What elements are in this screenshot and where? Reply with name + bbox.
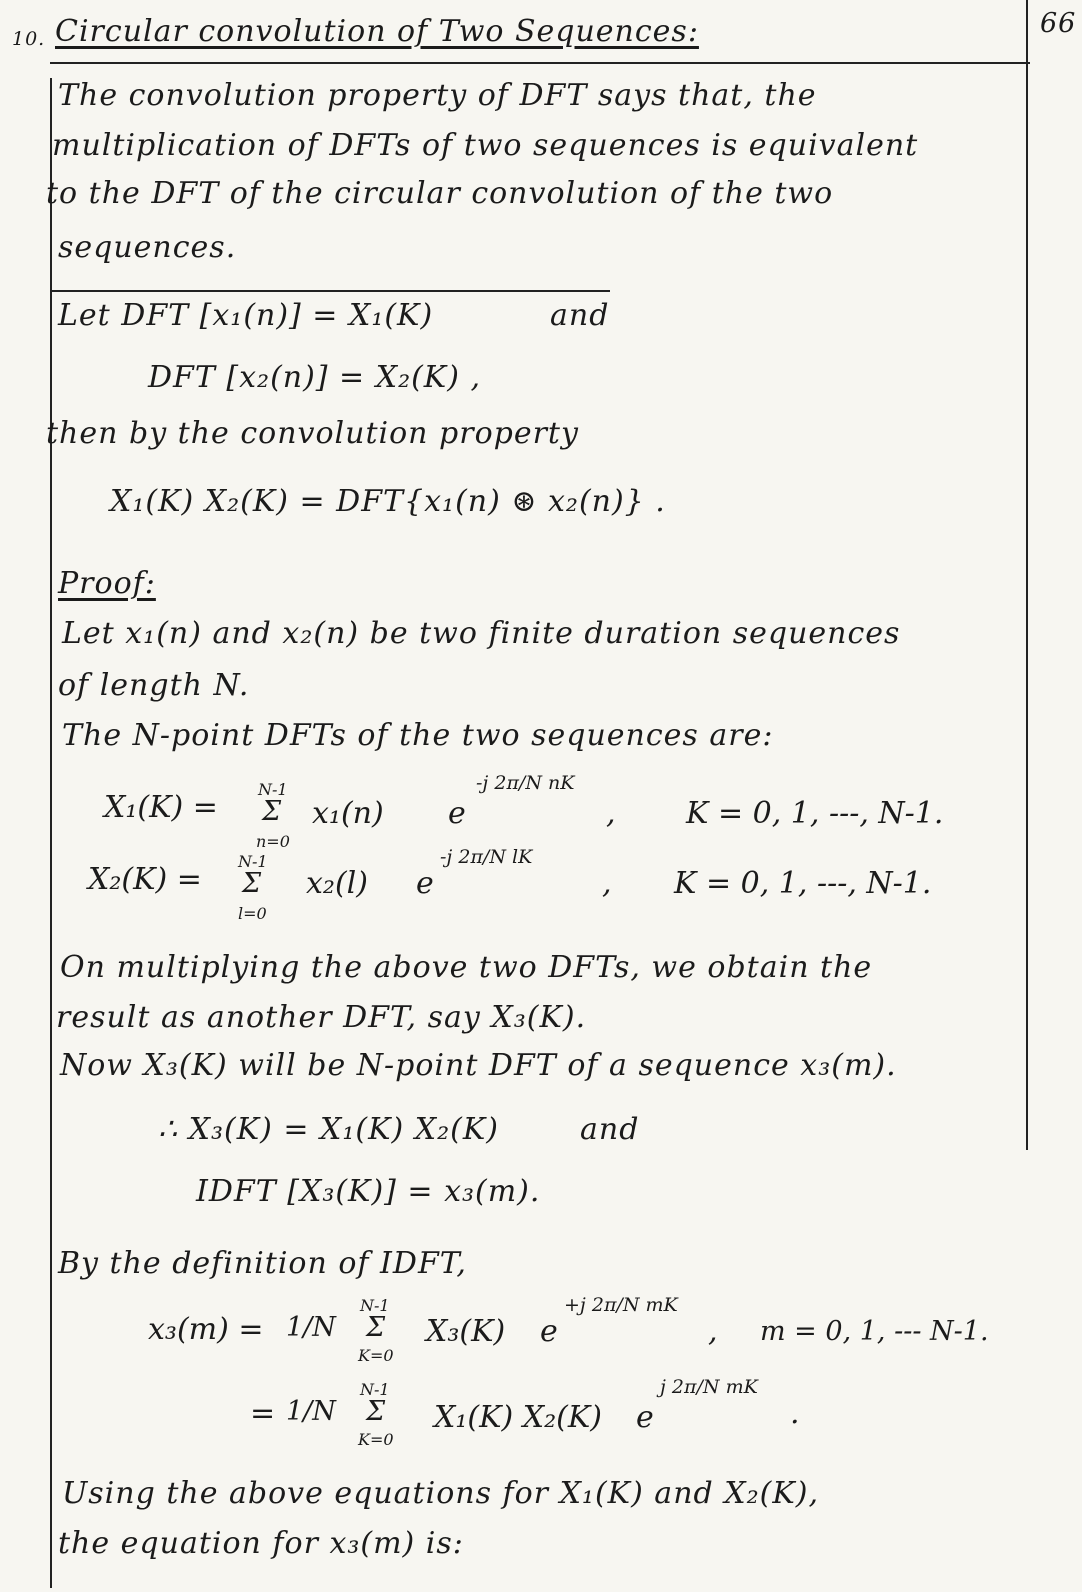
let-line-1: Let DFT [x₁(n)] = X₁(K) <box>58 298 434 333</box>
intro-line-3: to the DFT of the circular convolution of the two <box>46 176 834 211</box>
eq2-exponent: -j 2π/N lK <box>440 846 533 868</box>
intro-line-4: sequences. <box>58 230 237 265</box>
eq2-range: K = 0, 1, ---, N-1. <box>674 866 932 901</box>
eq4-lhs: = <box>250 1396 276 1431</box>
eq1-upper-limit: N-1 <box>258 780 288 799</box>
proof-line-11: the equation for x₃(m) is: <box>58 1526 464 1561</box>
eq1-lhs: X₁(K) = <box>104 790 218 825</box>
proof-line-3: The N-point DFTs of the two sequences are: <box>62 718 774 753</box>
eq1-e: e <box>448 796 466 831</box>
eq3-comma: , <box>708 1314 718 1349</box>
title-underline-rule <box>50 62 1030 64</box>
eq1-lower-limit: n=0 <box>256 832 290 851</box>
eq2-term: x₂(l) <box>306 866 368 901</box>
right-margin-rule <box>1026 0 1028 1150</box>
eq4-upper-limit: N-1 <box>360 1380 390 1399</box>
eq3-range: m = 0, 1, --- N-1. <box>760 1316 989 1347</box>
let-line-2: DFT [x₂(n)] = X₂(K) , <box>148 360 481 395</box>
eq4-e: e <box>636 1400 654 1435</box>
proof-line-1: Let x₁(n) and x₂(n) be two finite duration sequences <box>62 616 901 651</box>
section-number: 10. <box>12 28 46 50</box>
section-divider-rule <box>50 290 610 292</box>
intro-line-1: The convolution property of DFT says that, the <box>58 78 817 113</box>
page-title: Circular convolution of Two Sequences: <box>55 14 699 49</box>
eq3-upper-limit: N-1 <box>360 1296 390 1315</box>
proof-line-2: of length N. <box>58 668 250 703</box>
eq4-exponent: j 2π/N mK <box>660 1376 758 1398</box>
eq4-end: . <box>790 1396 800 1431</box>
page-number: 66 <box>1040 8 1077 39</box>
proof-line-10: Using the above equations for X₁(K) and X₂(K), <box>62 1476 819 1511</box>
eq1-term: x₁(n) <box>312 796 384 831</box>
intro-line-2: multiplication of DFTs of two sequences is equivalent <box>52 128 919 163</box>
proof-line-7: ∴ X₃(K) = X₁(K) X₂(K) <box>158 1112 499 1147</box>
eq3-lower-limit: K=0 <box>358 1346 394 1365</box>
proof-line-6: Now X₃(K) will be N-point DFT of a sequence x₃(m). <box>60 1048 897 1083</box>
eq4-term: X₁(K) X₂(K) <box>434 1400 602 1435</box>
proof-line-8: IDFT [X₃(K)] = x₃(m). <box>196 1174 541 1209</box>
eq3-fraction: 1/N <box>286 1312 336 1343</box>
eq2-sigma: Σ <box>242 868 262 899</box>
eq1-exponent: -j 2π/N nK <box>476 772 575 794</box>
eq4-lower-limit: K=0 <box>358 1430 394 1449</box>
eq3-term: X₃(K) <box>426 1314 506 1349</box>
then-line: then by the convolution property <box>46 416 579 451</box>
eq3-exponent: +j 2π/N mK <box>564 1294 678 1316</box>
eq4-sigma: Σ <box>366 1396 386 1427</box>
eq2-lower-limit: l=0 <box>238 904 267 923</box>
left-margin-rule <box>50 78 52 1588</box>
eq2-comma: , <box>602 866 612 901</box>
proof-line-7-and: and <box>580 1112 640 1147</box>
eq1-sigma: Σ <box>262 796 282 827</box>
eq3-e: e <box>540 1314 558 1349</box>
eq2-upper-limit: N-1 <box>238 852 268 871</box>
proof-line-5: result as another DFT, say X₃(K). <box>56 1000 587 1035</box>
eq2-e: e <box>416 866 434 901</box>
let-and: and <box>550 298 610 333</box>
eq3-lhs: x₃(m) = <box>148 1312 264 1347</box>
eq3-sigma: Σ <box>366 1312 386 1343</box>
proof-line-4: On multiplying the above two DFTs, we obtain the <box>60 950 873 985</box>
eq2-lhs: X₂(K) = <box>88 862 202 897</box>
eq1-comma: , <box>606 796 616 831</box>
proof-line-9: By the definition of IDFT, <box>58 1246 467 1281</box>
proof-heading: Proof: <box>58 566 156 601</box>
eq4-fraction: 1/N <box>286 1396 336 1427</box>
eq1-range: K = 0, 1, ---, N-1. <box>686 796 944 831</box>
convolution-property-equation: X₁(K) X₂(K) = DFT{x₁(n) ⊛ x₂(n)} . <box>110 484 666 519</box>
